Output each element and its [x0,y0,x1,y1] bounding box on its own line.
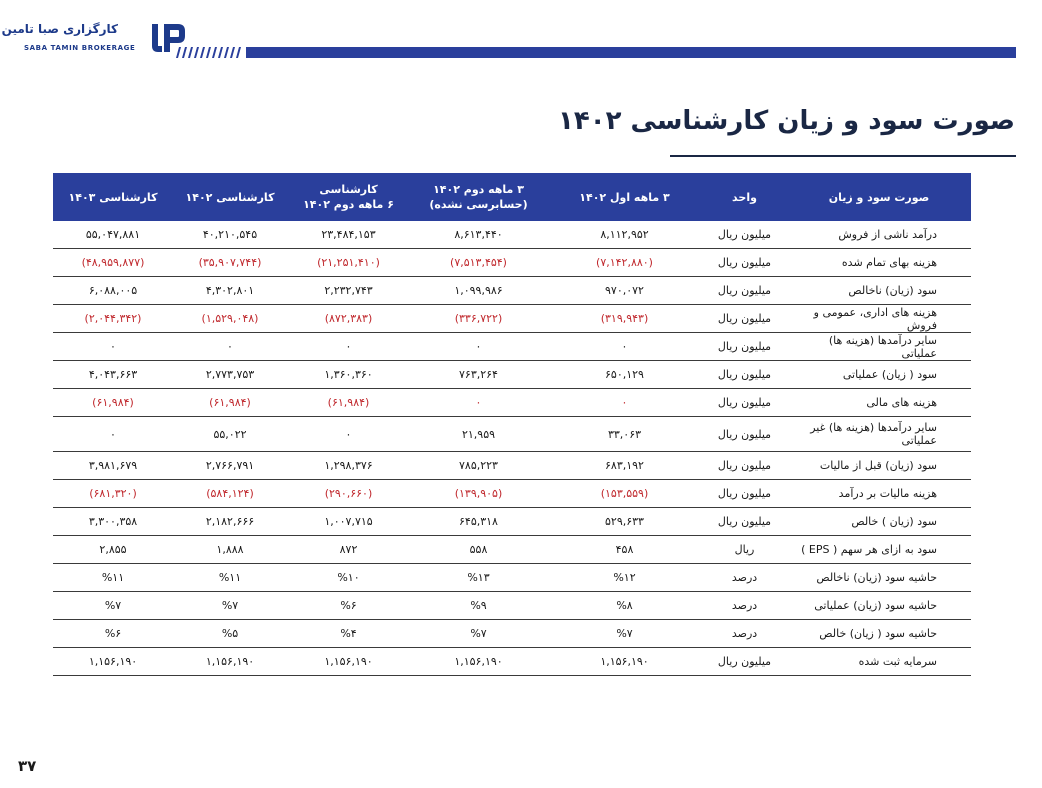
row-value: (۴۸,۹۵۹,۸۷۷) [53,249,173,277]
row-label: هزینه بهای تمام شده [787,249,971,277]
table-row [53,592,971,620]
row-value: %۷ [173,592,287,620]
row-value: %۱۲ [547,564,702,592]
column-header: کارشناسی ۶ ماهه دوم ۱۴۰۲ [287,173,410,221]
row-unit: میلیون ریال [702,648,787,676]
row-value: (۱۵۳,۵۵۹) [547,480,702,508]
column-header: ۳ ماهه دوم ۱۴۰۲ (حسابرسی نشده) [410,173,547,221]
row-value: ۳۳,۰۶۳ [547,417,702,452]
row-value: (۸۷۲,۳۸۳) [287,305,410,333]
title-underline [670,155,1016,157]
row-value: ۰ [287,333,410,361]
row-label: سود ( زیان) عملیاتی [787,361,971,389]
row-unit: میلیون ریال [702,389,787,417]
row-label: سود (زیان) ناخالص [787,277,971,305]
row-value: ۸,۶۱۳,۴۴۰ [410,221,547,249]
row-value: ۲۱,۹۵۹ [410,417,547,452]
row-value: ۵۵۸ [410,536,547,564]
row-label: حاشیه سود ( زیان) خالص [787,620,971,648]
row-value: (۱۳۹,۹۰۵) [410,480,547,508]
row-value: (۶۱,۹۸۴) [287,389,410,417]
row-value: %۱۰ [287,564,410,592]
row-value: ۷۸۵,۲۲۳ [410,452,547,480]
row-unit: میلیون ریال [702,221,787,249]
row-value: (۶۸۱,۳۲۰) [53,480,173,508]
row-value: ۶۴۵,۳۱۸ [410,508,547,536]
row-value: ۳,۹۸۱,۶۷۹ [53,452,173,480]
row-value: (۲۱,۲۵۱,۴۱۰) [287,249,410,277]
income-statement-table [53,173,971,676]
column-header: کارشناسی ۱۴۰۳ [53,173,173,221]
row-label: هزینه های مالی [787,389,971,417]
row-value: %۱۳ [410,564,547,592]
row-value: ۰ [410,389,547,417]
row-unit: میلیون ریال [702,277,787,305]
brand-name-fa: کارگزاری صبا تامین [1,22,118,36]
row-value: ۰ [287,417,410,452]
row-label: سود (زیان ) خالص [787,508,971,536]
table-row [53,277,971,305]
row-value: ۰ [547,333,702,361]
row-value: %۵ [173,620,287,648]
table-row [53,452,971,480]
row-label: سایر درآمدها (هزینه ها) عملیاتی [787,333,971,361]
table-row [53,221,971,249]
row-value: ۲,۷۶۶,۷۹۱ [173,452,287,480]
table-row [53,508,971,536]
row-value: (۳۵,۹۰۷,۷۴۴) [173,249,287,277]
table-row [53,389,971,417]
row-label: سرمایه ثبت شده [787,648,971,676]
column-header: واحد [702,173,787,221]
row-value: %۷ [410,620,547,648]
row-value: ۱,۰۹۹,۹۸۶ [410,277,547,305]
column-header: صورت سود و زیان [787,173,971,221]
table-row [53,417,971,452]
row-value: ۰ [410,333,547,361]
row-value: %۹ [410,592,547,620]
row-unit: میلیون ریال [702,417,787,452]
row-value: %۶ [287,592,410,620]
row-unit: درصد [702,620,787,648]
table-row [53,480,971,508]
row-unit: ریال [702,536,787,564]
table-row [53,305,971,333]
row-value: ۵۲۹,۶۳۳ [547,508,702,536]
row-value: ۰ [53,417,173,452]
row-value: ۲,۷۷۳,۷۵۳ [173,361,287,389]
row-label: حاشیه سود (زیان) ناخالص [787,564,971,592]
row-unit: درصد [702,564,787,592]
row-label: هزینه مالیات بر درآمد [787,480,971,508]
table-row [53,620,971,648]
row-value: ۱,۱۵۶,۱۹۰ [410,648,547,676]
row-label: سود (زیان) قبل از مالیات [787,452,971,480]
row-value: ۲۳,۴۸۴,۱۵۳ [287,221,410,249]
row-value: (۵۸۴,۱۲۴) [173,480,287,508]
row-value: ۴,۰۴۳,۶۶۳ [53,361,173,389]
row-value: ۸,۱۱۲,۹۵۲ [547,221,702,249]
row-value: (۷,۱۴۲,۸۸۰) [547,249,702,277]
row-value: ۳,۳۰۰,۳۵۸ [53,508,173,536]
brand-logo [1,18,172,62]
row-value: ۶۵۰,۱۲۹ [547,361,702,389]
row-value: %۷ [53,592,173,620]
row-value: ۲,۲۳۲,۷۴۳ [287,277,410,305]
brand-name-en: SABA TAMIN BROKERAGE [24,44,136,52]
row-value: (۳۳۶,۷۲۲) [410,305,547,333]
table-header-row [53,173,971,221]
row-value: ۶۸۳,۱۹۲ [547,452,702,480]
row-value: ۲,۱۸۲,۶۶۶ [173,508,287,536]
row-value: ۲,۸۵۵ [53,536,173,564]
row-value: ۰ [53,333,173,361]
row-unit: میلیون ریال [702,452,787,480]
row-value: ۸۷۲ [287,536,410,564]
row-value: %۴ [287,620,410,648]
table-row [53,249,971,277]
row-unit: درصد [702,592,787,620]
row-value: ۱,۱۵۶,۱۹۰ [53,648,173,676]
row-label: سایر درآمدها (هزینه ها) غیر عملیاتی [787,417,971,452]
row-unit: میلیون ریال [702,508,787,536]
row-value: ۱,۰۰۷,۷۱۵ [287,508,410,536]
row-value: %۷ [547,620,702,648]
row-unit: میلیون ریال [702,361,787,389]
row-unit: میلیون ریال [702,249,787,277]
row-label: هزینه های اداری، عمومی و فروش [787,305,971,333]
row-value: ۹۷۰,۰۷۲ [547,277,702,305]
row-value: ۰ [547,389,702,417]
table-row [53,536,971,564]
row-value: ۴۵۸ [547,536,702,564]
page-number: ۳۷ [18,757,37,775]
row-value: ۴۰,۲۱۰,۵۴۵ [173,221,287,249]
table-row [53,361,971,389]
row-value: (۱,۵۲۹,۰۴۸) [173,305,287,333]
row-label: سود به ازای هر سهم ( EPS ) [787,536,971,564]
column-header: کارشناسی ۱۴۰۲ [173,173,287,221]
row-value: ۱,۲۹۸,۳۷۶ [287,452,410,480]
row-value: (۳۱۹,۹۴۳) [547,305,702,333]
row-value: ۰ [173,333,287,361]
page-title: صورت سود و زیان کارشناسی ۱۴۰۲ [558,106,1015,136]
row-value: ۵۵,۰۴۷,۸۸۱ [53,221,173,249]
row-value: %۱۱ [53,564,173,592]
row-value: ۷۶۳,۲۶۴ [410,361,547,389]
row-value: ۱,۱۵۶,۱۹۰ [547,648,702,676]
row-value: (۷,۵۱۳,۴۵۴) [410,249,547,277]
row-label: حاشیه سود (زیان) عملیاتی [787,592,971,620]
table-row [53,564,971,592]
row-value: (۶۱,۹۸۴) [173,389,287,417]
row-value: (۲۹۰,۶۶۰) [287,480,410,508]
header-stripe-bar [176,47,1016,58]
row-value: ۱,۳۶۰,۳۶۰ [287,361,410,389]
row-label: درآمد ناشی از فروش [787,221,971,249]
row-value: %۶ [53,620,173,648]
row-value: ۱,۱۵۶,۱۹۰ [287,648,410,676]
row-value: ۶,۰۸۸,۰۰۵ [53,277,173,305]
column-header: ۳ ماهه اول ۱۴۰۲ [547,173,702,221]
row-unit: میلیون ریال [702,333,787,361]
row-value: (۲,۰۴۴,۳۴۲) [53,305,173,333]
row-value: %۸ [547,592,702,620]
table-row [53,333,971,361]
row-value: ۴,۳۰۲,۸۰۱ [173,277,287,305]
row-unit: میلیون ریال [702,480,787,508]
table-row [53,648,971,676]
row-value: (۶۱,۹۸۴) [53,389,173,417]
row-value: ۵۵,۰۲۲ [173,417,287,452]
row-value: ۱,۱۵۶,۱۹۰ [173,648,287,676]
row-value: ۱,۸۸۸ [173,536,287,564]
row-value: %۱۱ [173,564,287,592]
row-unit: میلیون ریال [702,305,787,333]
